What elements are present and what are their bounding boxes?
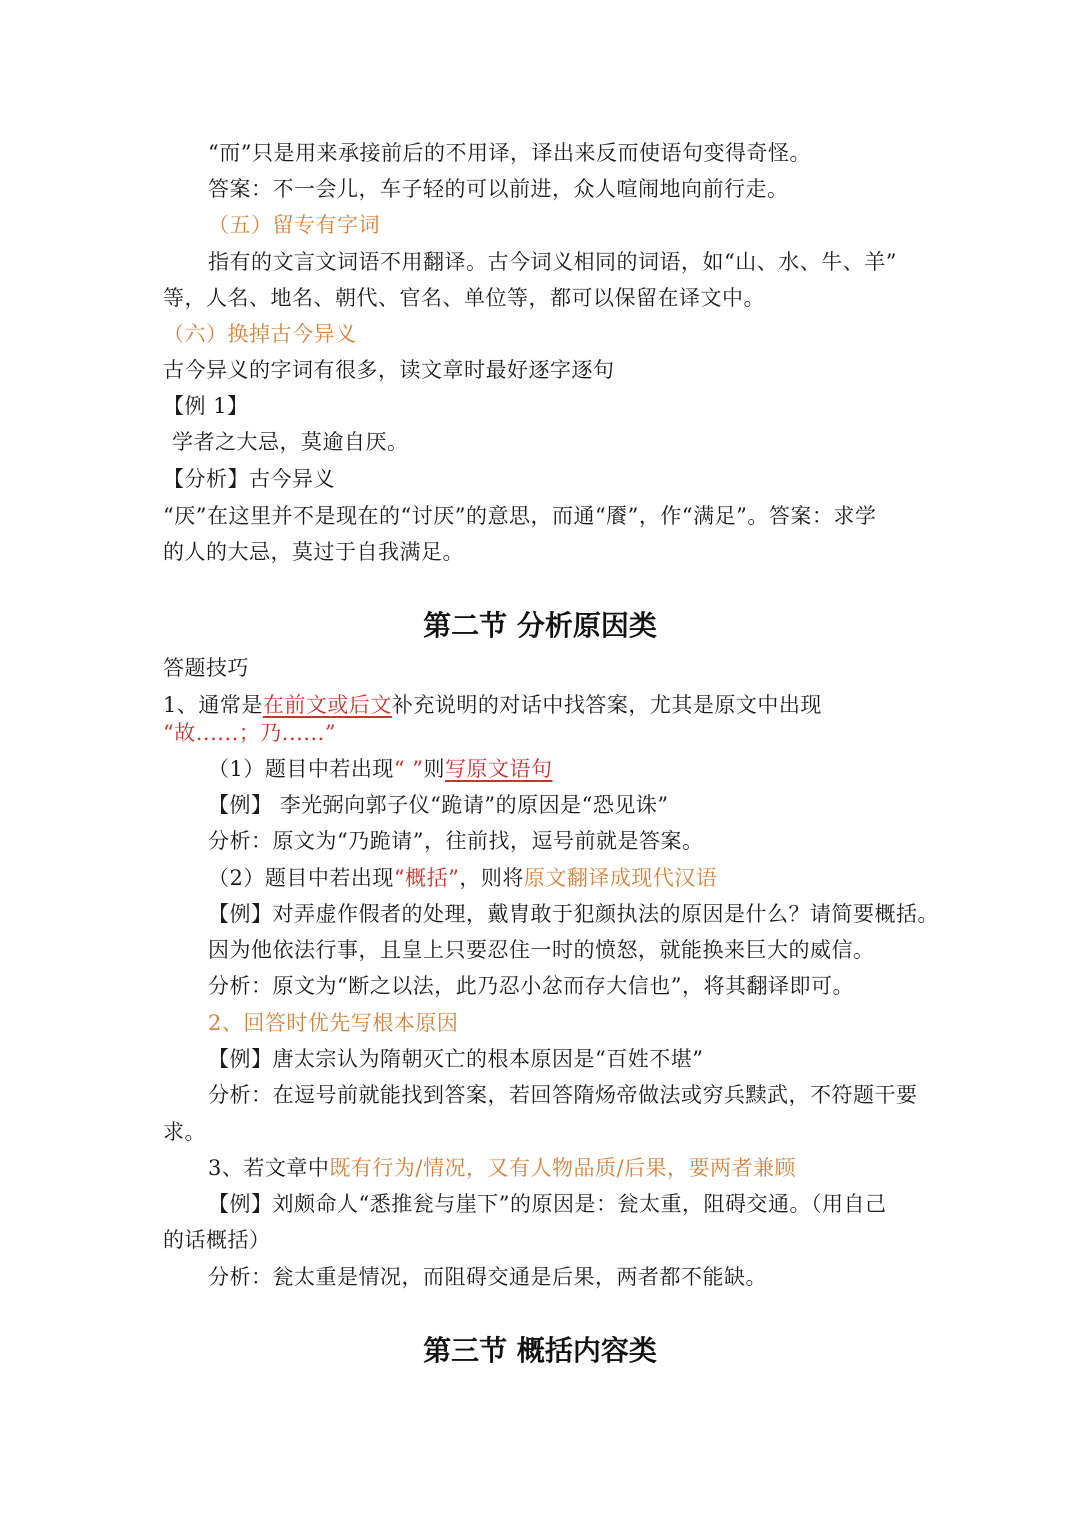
section-heading: 第二节 分析原因类 <box>423 609 657 642</box>
answer-line: 答案：不一会儿，车子轻的可以前进，众人喧闹地向前行走。 <box>208 177 789 201</box>
tip-1-quote: “故......；乃......” <box>163 721 337 745</box>
text-line: 等，人名、地名、朝代、官名、单位等，都可以保留在译文中。 <box>163 286 765 310</box>
sub-tip-1-mid: 则 <box>423 757 446 781</box>
text-line: 古今异义的字词有很多，读文章时最好逐字逐句 <box>163 358 615 382</box>
sub-tip-2-highlight: 原文翻译成现代汉语 <box>523 866 718 890</box>
subsection-heading: （五）留专有字词 <box>208 213 380 237</box>
sub-tip-2-word: “概括” <box>393 866 460 890</box>
tips-label: 答题技巧 <box>163 656 249 680</box>
sub-tip-1 <box>208 754 553 784</box>
sub-tip-2-prefix: （2）题目中若出现 <box>208 866 394 890</box>
tip-1 <box>163 690 822 720</box>
analysis-line: 分析：原文为“乃跪请”，往前找，逗号前就是答案。 <box>208 829 704 853</box>
analysis-line: 分析：在逗号前就能找到答案，若回答隋炀帝做法或穷兵黩武，不符题干要 <box>208 1083 918 1107</box>
sub-tip-1-highlight: 写原文语句 <box>445 757 553 781</box>
text-line: “而”只是用来承接前后的不用译，译出来反而使语句变得奇怪。 <box>208 141 811 165</box>
tip-3 <box>208 1153 796 1183</box>
text-line: 指有的文言文词语不用翻译。古今词义相同的词语，如“山、水、牛、羊” <box>208 250 897 274</box>
subsection-heading: （六）换掉古今异义 <box>163 322 357 346</box>
tip-2: 2、回答时优先写根本原因 <box>208 1011 459 1035</box>
analysis-label: 【分析】古今异义 <box>163 467 335 491</box>
analysis-line: 求。 <box>163 1120 206 1144</box>
analysis-line: 分析：瓮太重是情况，而阻碍交通是后果，两者都不能缺。 <box>208 1265 767 1289</box>
text-line: “厌”在这里并不是现在的“讨厌”的意思，而通“餍”，作“满足”。答案：求学 <box>163 504 877 528</box>
example-line: 【例】唐太宗认为隋朝灭亡的根本原因是“百姓不堪” <box>208 1047 704 1071</box>
sub-tip-2 <box>208 863 717 893</box>
section-heading: 第三节 概括内容类 <box>423 1334 657 1367</box>
example-line: 的话概括） <box>163 1228 271 1252</box>
text-line: 的人的大忌，莫过于自我满足。 <box>163 540 464 564</box>
example-text: 学者之大忌，莫逾自厌。 <box>172 430 409 454</box>
tip-3-highlight: 既有行为/情况，又有人物品质/后果，要两者兼顾 <box>329 1156 797 1180</box>
sub-tip-1-marks: “ ” <box>393 757 424 781</box>
sub-tip-1-prefix: （1）题目中若出现 <box>208 757 394 781</box>
example-line: 【例】 李光弼向郭子仪“跪请”的原因是“恐见诛” <box>208 793 669 817</box>
example-line: 【例】对弄虚作假者的处理，戴胄敢于犯颜执法的原因是什么？请简要概括。 <box>208 902 939 926</box>
tip-1-suffix: 补充说明的对话中找答案，尤其是原文中出现 <box>391 693 822 717</box>
example-answer: 因为他依法行事，且皇上只要忍住一时的愤怒，就能换来巨大的威信。 <box>208 938 875 962</box>
tip-3-prefix: 3、若文章中 <box>208 1156 330 1180</box>
tip-1-prefix: 1、通常是 <box>163 693 263 717</box>
example-label: 【例 1】 <box>163 394 249 418</box>
sub-tip-2-mid: ，则将 <box>459 866 524 890</box>
example-line: 【例】刘颇命人“悉推瓮与崖下”的原因是：瓮太重，阻碍交通。（用自己 <box>208 1192 887 1216</box>
tip-1-highlight: 在前文或后文 <box>262 693 392 717</box>
analysis-line: 分析：原文为“断之以法，此乃忍小忿而存大信也”，将其翻译即可。 <box>208 974 854 998</box>
